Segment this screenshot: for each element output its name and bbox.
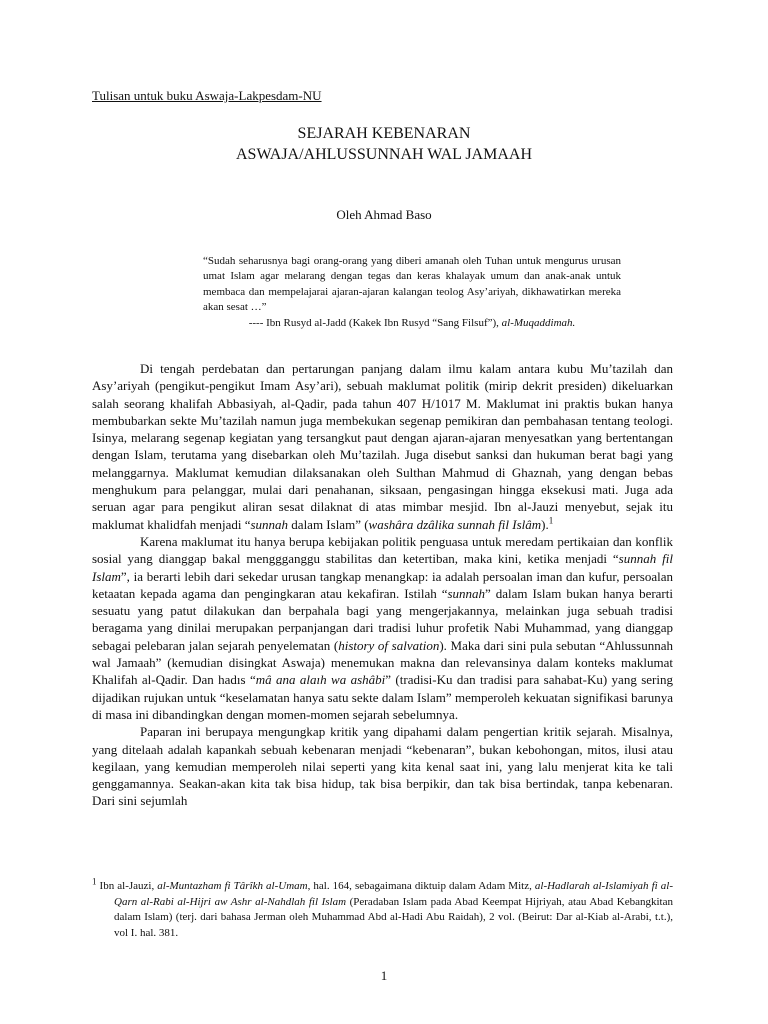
paragraph-2-italic-1: sunnah fil Islam (92, 551, 673, 584)
epigraph-quote: “Sudah seharusnya bagi orang-orang yang diberi amanah oleh Tuhan untuk mengurus urusan umat Islam agar melarang dengan tegas dan keras khalayak umum dan anak-anak untuk membaca dan mempelajarai ajaran-ajaran kalangan teolog Asy’ariyah, dikhawatirkan mereka akan sesat …” (203, 255, 621, 314)
paragraph-1-text: Di tengah perdebatan dan pertarungan panjang dalam ilmu kalam antara kubu Mu’tazilah dan Asy’ariyah (pengikut-pengikut Imam Asy’ari), sebuah maklumat politik (mirip dekrit presiden) dikeluarkan salah seorang khalifah Abbasiyah, al-Qadir, pada tahun 407 H/1017 M. Maklumat ini praktis bukan hanya membubarkan sekte Mu’tazilah namun juga membekukan segenap pemikiran dan pembahasan tentang teologi. Isinya, melarang segenap kegiatan yang tersangkut paut dengan ajaran-ajaran menyesatkan yang bertentangan dengan Islam, terutama yang disebarkan oleh Mu’tazilah. Juga disebut sanksi dan hukuman berat bagi yang melanggarnya. Maklumat kemudian dilaksanakan oleh Sulthan Mahmud di Ghaznah, yang dengan bebas menghukum para pelanggar, mulai dari penahanan, siksaan, pengasingan hingga eksekusi mati. Juga ada seruan agar para pengikut aliran sesat dilaknat di atas mimbar mesjid. Ibn al-Jauzi menyebut, sejak itu maklumat khalidfah menjadi “ (92, 361, 673, 532)
paragraph-1 (92, 360, 673, 533)
paragraph-3: Paparan ini berupaya mengungkap kritik yang dipahami dalam pengertian kritik sejarah. Misalnya, yang ditelaah adalah kapankah sebuah kebenaran menjadi “kebenaran”, bukan kebohongan, mitos, ilusi atau kegilaan, yang kemudian memperoleh nilai seperti yang kita kenal saat ini, yang lalu menjerat kita ke tali genggamannya. Seakan-akan kita tak bisa hidup, tak bisa berpikir, dan tak bisa bertindak, tanpa kebenaran. Dari sini sejumlah (92, 724, 673, 809)
epigraph-attribution (203, 316, 621, 331)
epigraph-attribution-text: ---- Ibn Rusyd al-Jadd (Kakek Ibn Rusyd “Sang Filsuf”), (248, 316, 499, 329)
paragraph-2-italic-3: history of salvation (338, 637, 440, 653)
footnote-1-text-2: , hal. 164, sebagaimana diktuip dalam Adam Mitz, (307, 880, 535, 892)
paragraph-1-italic-1: sunnah (250, 516, 289, 532)
footnote-1-number: 1 (92, 876, 97, 887)
paragraph-2-text-1: Karena maklumat itu hanya berupa kebijakan politik penguasa untuk meredam pertikaian dan konflik sosial yang dianggap bakal menggganggu stabilitas dan ketertiban, maka kini, ketika menjadi “ (92, 533, 673, 567)
paragraph-2-text-2: ”, ia berarti lebih dari sekedar urusan tangkap menangkap: ia adalah persoalan iman dan kufur, persoalan ketaatan kepada agama dan pengingkaran atau kekafiran. Istilah “ (92, 568, 673, 601)
paragraph-2-text-5: ” (tradisi-Ku dan tradisi para sahabat-Ku) yang sering dijadikan rujukan untuk “keselamatan hanya satu sekte dalam Islam” memperoleh kekuatan signifikasi barunya di masa ini dibandingkan dengan momen-momen sejarah sebelumnya. (92, 672, 673, 722)
epigraph-source: al-Muqaddimah. (501, 316, 576, 329)
footnotes (92, 876, 673, 941)
footnote-1-italic-1: al-Muntazham fi Târîkh al-Umam (157, 880, 308, 892)
page-number: 1 (380, 968, 388, 983)
epigraph (203, 254, 621, 331)
document-title (0, 123, 768, 165)
paragraph-2 (92, 533, 673, 723)
paragraph-1-italic-2: washâra dzâlika sunnah fil Islâm (368, 516, 542, 532)
paragraph-2-text-4: ). Maka dari sini pula sebutan “Ahlussunnah wal Jamaah” (kemudian disingkat Aswaja) menemukan makna dan relevansinya dalam konteks maklumat Khalifah al-Qadir. Dan hadıs “ (92, 637, 673, 688)
title-line-1: SEJARAH KEBENARAN (297, 125, 471, 142)
paragraph-1-mid: dalam Islam” ( (288, 516, 369, 532)
paragraph-1-end: ). (541, 516, 549, 532)
footnote-1-text-1: Ibn al-Jauzi, (96, 880, 158, 892)
title-line-2: ASWAJA/AHLUSSUNNAH WAL JAMAAH (235, 146, 532, 163)
paragraph-2-italic-2: sunnah (447, 585, 486, 601)
footnote-ref-1[interactable]: 1 (548, 515, 554, 526)
paragraph-2-text-3: ” dalam Islam bukan hanya berarti sesuatu yang patut dilakukan dan berpahala bagi yang mengerjakannya, melainkan juga sebuah tradisi beragama yang dinilai merupakan perpanjangan dari tradisi luhur profetik Nabi Muhammad, yang dianggap sebagai pelebaran jalan sejarah penyelematan ( (92, 585, 673, 653)
footnote-1-text-3: (Peradaban Islam pada Abad Keempat Hijriyah, atau Abad Kebangkitan dalam Islam) (terj. dari bahasa Jerman oleh Muhammad Abd al-Hadi Abu Raidah), 2 vol. (Beirut: Dar al-Kiab al-Arabi, t.t.), vol I. hal. 381. (114, 895, 673, 939)
header-note: Tulisan untuk buku Aswaja-Lakpesdam-NU (92, 88, 322, 103)
footnote-1 (92, 876, 673, 941)
author-line: Oleh Ahmad Baso (336, 207, 432, 222)
paragraph-2-italic-4: mâ ana alaıh wa ashâbi (255, 672, 386, 688)
body-text (92, 360, 673, 810)
footnote-1-italic-2: al-Hadlarah al-Islamiyah fi al-Qarn al-Rabi al-Hijri aw Ashr al-Nahdlah fil Islam (114, 880, 673, 908)
